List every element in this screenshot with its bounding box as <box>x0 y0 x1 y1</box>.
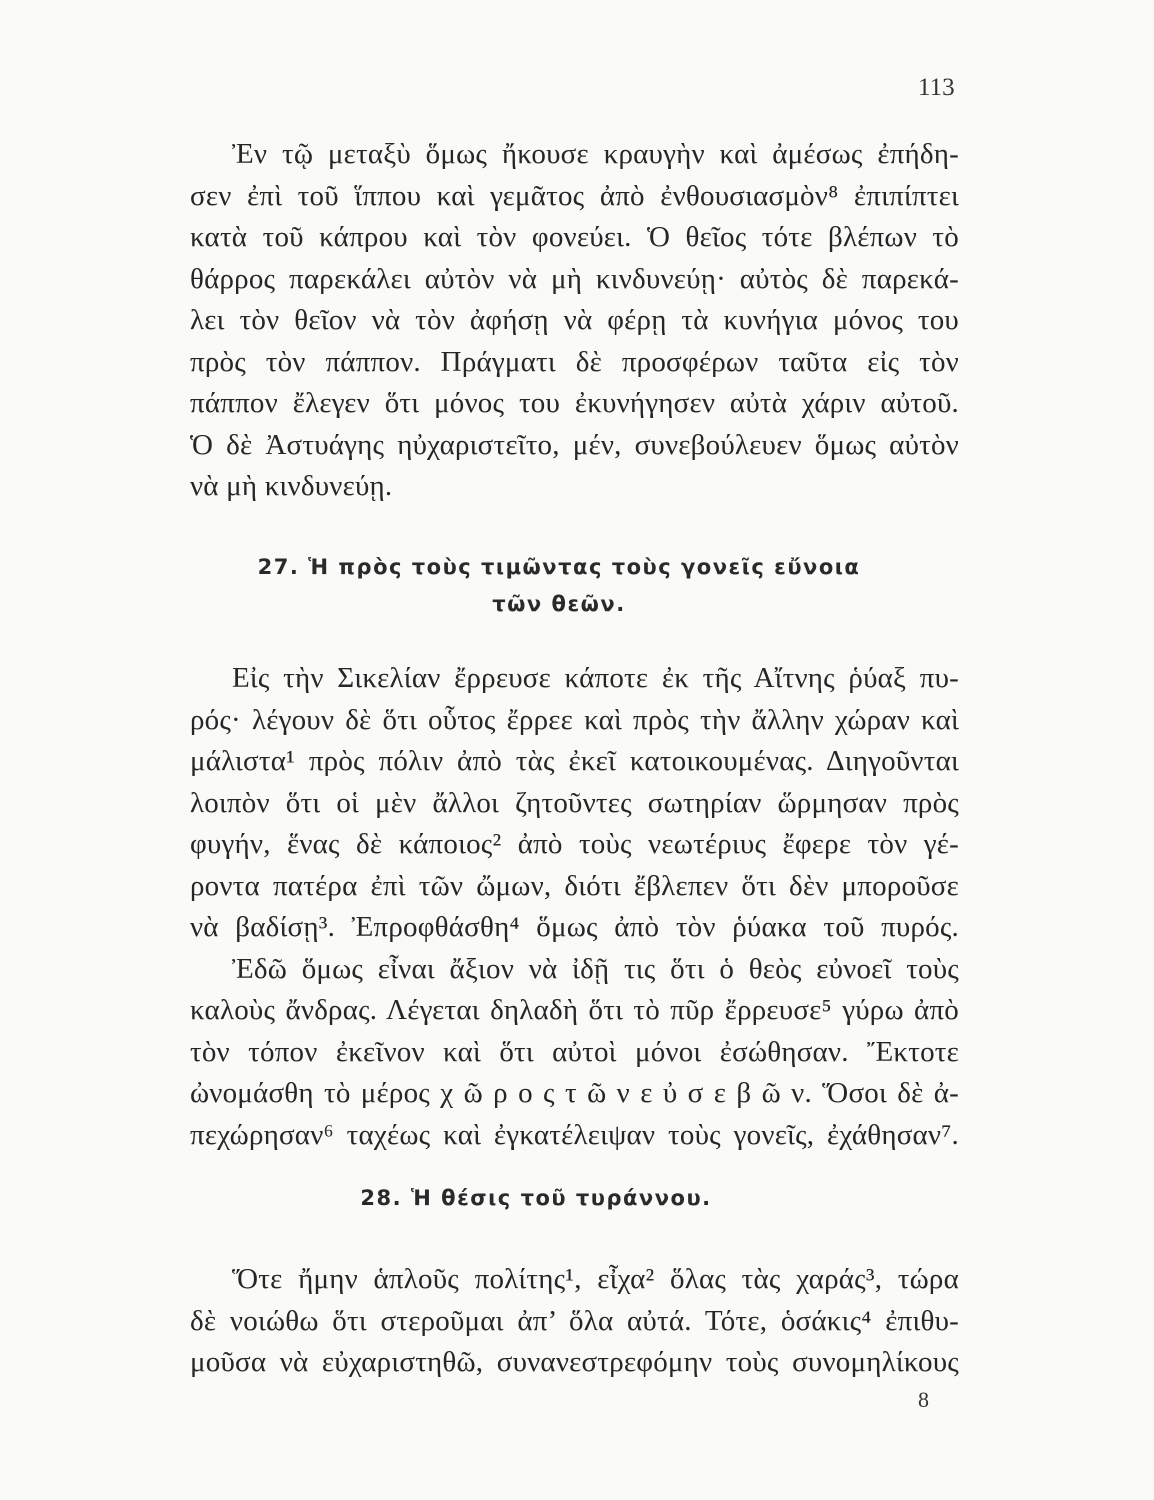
text-line <box>190 824 960 866</box>
line-text: μοῦσα νὰ εὐχαριστηθῶ, συνανεστρεφόμην τοὺς συνομηλίκους <box>190 1346 959 1378</box>
line-text: πρὸς τὸν πάππον. Πράγματι δὲ προσφέρων ταῦτα εἰς τὸν <box>190 345 959 378</box>
line-text: λει τὸν θεῖον νὰ τὸν ἀφήσῃ νὰ φέρῃ τὰ κυνήγια μόνος του <box>190 304 959 336</box>
line-text: λοιπὸν ὅτι οἱ μὲν ἄλλοι ζητοῦντες σωτηρίαν ὥρμησαν πρὸς <box>190 786 959 819</box>
line-text: νὰ μὴ κινδυνεύῃ. <box>190 470 393 502</box>
text-line <box>190 866 960 908</box>
line-text: Ἐδῶ ὅμως εἶναι ἄξιον νὰ ἰδῇ τις ὅτι ὁ θεὸς εὐνοεῖ τοὺς <box>232 952 959 985</box>
signature-mark: 8 <box>918 1387 929 1412</box>
line-text: σεν ἐπὶ τοῦ ἵππου καὶ γεμᾶτος ἀπὸ ἐνθουσιασμὸν⁸ ἐπιπίπτει <box>190 179 959 212</box>
line-text: δὲ νοιώθω ὅτι στεροῦμαι ἀπ’ ὅλα αὐτά. Τότε, ὁσάκις⁴ ἐπιθυ- <box>190 1304 959 1337</box>
line-text: Ὅτε ἤμην ἁπλοῦς πολίτης¹, εἶχα² ὅλας τὰς χαράς³, τώρα <box>232 1263 959 1295</box>
text-line <box>190 783 960 825</box>
text-line <box>190 300 960 342</box>
section-heading-line: 28. Ἡ θέσις τοῦ τυράννου. <box>360 1186 712 1210</box>
line-text: κατὰ τοῦ κάπρου καὶ τὸν φονεύει. Ὁ θεῖος τότε βλέπων τὸ <box>190 221 959 253</box>
line-text: ροντα πατέρα ἐπὶ τῶν ὤμων, διότι ἔβλεπεν ὅτι δὲν μποροῦσε <box>190 869 959 902</box>
text-line <box>190 1115 960 1157</box>
line-text: τὸν τόπον ἐκεῖνον καὶ ὅτι αὐτοὶ μόνοι ἐσώθησαν. Ἔκτοτε <box>190 1035 959 1068</box>
section-body <box>190 658 960 1156</box>
section-heading-line: 27. Ἡ πρὸς τοὺς τιμῶντας τοὺς γονεῖς εὔνοια <box>257 555 861 579</box>
text-line <box>190 217 960 259</box>
line-text: φυγήν, ἕνας δὲ κάποιος² ἀπὸ τοὺς νεωτέριυς ἔφερε τὸν γέ- <box>190 828 959 860</box>
section-heading-line: τῶν θεῶν. <box>492 592 626 616</box>
line-text: θάρρος παρεκάλει αὐτὸν νὰ μὴ κινδυνεύῃ· αὐτὸς δὲ παρεκά- <box>190 262 959 295</box>
text-line <box>190 383 960 425</box>
text-line <box>190 1032 960 1074</box>
line-text: μάλιστα¹ πρὸς πόλιν ἀπὸ τὰς ἐκεῖ κατοικουμένας. Διηγοῦνται <box>190 745 959 777</box>
text-line <box>190 949 960 991</box>
text-line <box>190 700 960 742</box>
line-text: πάππον ἔλεγεν ὅτι μόνος του ἐκυνήγησεν αὐτὰ χάριν αὐτοῦ. <box>190 387 959 419</box>
section-heading <box>190 1180 882 1217</box>
text-line <box>190 425 960 467</box>
text-line <box>190 134 960 176</box>
text-line <box>190 1259 960 1301</box>
text-line <box>190 259 960 301</box>
line-text: καλοὺς ἄνδρας. Λέγεται δηλαδὴ ὅτι τὸ πῦρ ἔρρευσε⁵ γύρω ἀπὸ <box>190 994 959 1026</box>
paragraph <box>190 1259 960 1384</box>
line-text: ρός· λέγουν δὲ ὅτι οὗτος ἔρρεε καὶ πρὸς τὴν ἄλλην χώραν καὶ <box>190 703 959 736</box>
text-line <box>190 907 960 949</box>
line-text: Ἐν τῷ μεταξὺ ὅμως ἤκουσε κραυγὴν καὶ ἀμέσως ἐπήδη- <box>232 138 959 170</box>
text-line <box>190 741 960 783</box>
text-line <box>190 1301 960 1343</box>
text-line <box>190 1342 960 1384</box>
section-heading <box>190 549 928 623</box>
line-text: Εἰς τὴν Σικελίαν ἔρρευσε κάποτε ἐκ τῆς Αἴτνης ῥύαξ πυ- <box>232 662 959 694</box>
paragraph <box>190 949 960 1157</box>
line-text: νὰ βαδίσῃ³. Ἐπροφθάσθη⁴ ὅμως ἀπὸ τὸν ῥύακα τοῦ πυρός. <box>190 911 959 943</box>
page-number: 113 <box>918 74 955 101</box>
text-line <box>190 658 960 700</box>
paragraph <box>190 658 960 949</box>
paragraph <box>190 134 960 508</box>
line-text: πεχώρησαν⁶ ταχέως καὶ ἐγκατέλειψαν τοὺς γονεῖς, ἐχάθησαν⁷. <box>190 1118 959 1151</box>
line-text: ὠνομάσθη τὸ μέρος χ ῶ ρ ο ς τ ῶ ν ε ὐ σ ε β ῶ ν. Ὅσοι δὲ ἀ- <box>190 1077 959 1109</box>
text-line <box>190 176 960 218</box>
line-text: Ὁ δὲ Ἀστυάγης ηὐχαριστεῖτο, μέν, συνεβούλευεν ὅμως αὐτὸν <box>190 428 959 461</box>
text-line <box>190 1073 960 1115</box>
text-line <box>190 990 960 1032</box>
text-line <box>190 466 960 508</box>
text-line <box>190 342 960 384</box>
